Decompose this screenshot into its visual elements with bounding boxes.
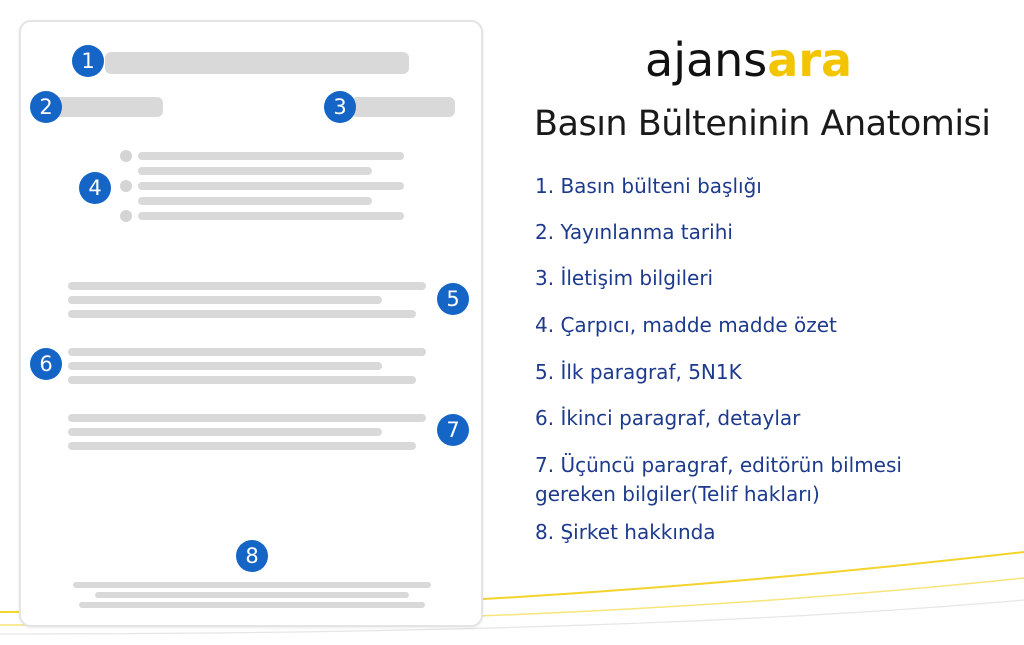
list-item-4: 4. Çarpıcı, madde madde özet: [535, 313, 837, 337]
logo-part-ara: ara: [767, 33, 853, 87]
logo-part-ajans: ajans: [645, 33, 768, 87]
placeholder-title: [105, 52, 409, 74]
paragraph-line: [68, 348, 426, 356]
bullet-line: [138, 152, 404, 160]
badge-7: 7: [437, 414, 469, 446]
placeholder-date: [51, 97, 163, 117]
paragraph-line: [68, 362, 382, 370]
list-item-7: 7. Üçüncü paragraf, editörün bilmesi: [535, 453, 902, 477]
bullet-line: [138, 182, 404, 190]
list-item-8: 8. Şirket hakkında: [535, 520, 716, 544]
bullet-line: [138, 197, 372, 205]
badge-4: 4: [79, 172, 111, 204]
badge-8: 8: [236, 540, 268, 572]
badge-5: 5: [437, 283, 469, 315]
footer-line: [79, 602, 425, 608]
list-item-1: 1. Basın bülteni başlığı: [535, 174, 762, 198]
list-item-5: 5. İlk paragraf, 5N1K: [535, 360, 742, 384]
paragraph-line: [68, 442, 416, 450]
document-page: [19, 20, 483, 627]
list-item-3: 3. İletişim bilgileri: [535, 266, 714, 290]
bullet-dot: [120, 210, 132, 222]
placeholder-contact: [351, 97, 455, 117]
paragraph-line: [68, 296, 382, 304]
bullet-dot: [120, 150, 132, 162]
paragraph-line: [68, 310, 416, 318]
paragraph-line: [68, 376, 416, 384]
paragraph-line: [68, 282, 426, 290]
brand-logo: [645, 34, 852, 86]
badge-3: 3: [324, 91, 356, 123]
list-item-6: 6. İkinci paragraf, detaylar: [535, 406, 801, 430]
badge-2: 2: [30, 91, 62, 123]
bullet-line: [138, 212, 404, 220]
footer-line: [95, 592, 409, 598]
paragraph-line: [68, 428, 382, 436]
paragraph-line: [68, 414, 426, 422]
list-item-7-cont: gereken bilgiler(Telif hakları): [535, 482, 820, 506]
badge-1: 1: [72, 45, 104, 77]
footer-line: [73, 582, 431, 588]
page-title: Basın Bülteninin Anatomisi: [534, 104, 991, 144]
list-item-2: 2. Yayınlanma tarihi: [535, 220, 733, 244]
bullet-dot: [120, 180, 132, 192]
badge-6: 6: [30, 348, 62, 380]
bullet-line: [138, 167, 372, 175]
